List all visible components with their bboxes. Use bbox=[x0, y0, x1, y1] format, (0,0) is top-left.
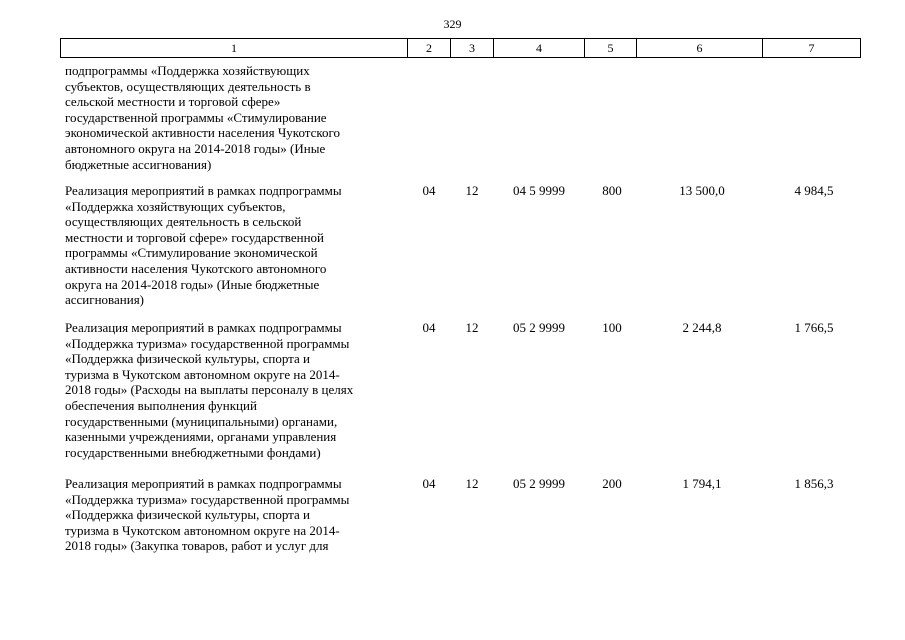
row-amount-actual: 1 856,3 bbox=[794, 476, 834, 491]
column-header-3: 3 bbox=[451, 39, 494, 58]
column-header-5: 5 bbox=[585, 39, 637, 58]
row-description: Реализация мероприятий в рамках подпрограммы «Поддержка туризма» государственной программы «Поддержка физической культуры, спорта и туризма в Чукотском автономном округе на 2014- 2018 годы» (Расходы на выплаты персоналу в целях обеспечения выполнения функций государственными (муниципальными) органами, казенными учреждениями, органами управления государственными внебюджетными фондами) bbox=[65, 320, 354, 460]
row-section: 04 bbox=[422, 183, 436, 198]
row-target-article: 04 5 9999 bbox=[513, 183, 565, 198]
row-amount-plan: 13 500,0 bbox=[679, 183, 725, 198]
row-description: Реализация мероприятий в рамках подпрограммы «Поддержка туризма» государственной программы «Поддержка физической культуры, спорта и туризма в Чукотском автономном округе на 2014- 2018 годы» (Закупка товаров, работ и услуг для bbox=[65, 476, 350, 554]
row-amount-plan: 1 794,1 bbox=[682, 476, 722, 491]
row-expense-type: 800 bbox=[602, 183, 622, 198]
column-header-2: 2 bbox=[408, 39, 451, 58]
column-header-6: 6 bbox=[637, 39, 763, 58]
row-amount-actual: 4 984,5 bbox=[794, 183, 834, 198]
row-section: 04 bbox=[422, 320, 436, 335]
page-number: 329 bbox=[443, 17, 462, 31]
row-expense-type: 200 bbox=[602, 476, 622, 491]
column-header-row bbox=[61, 39, 861, 58]
row-section: 04 bbox=[422, 476, 436, 491]
row-target-article: 05 2 9999 bbox=[513, 476, 565, 491]
row-amount-plan: 2 244,8 bbox=[682, 320, 722, 335]
column-header-table bbox=[60, 38, 861, 58]
row-expense-type: 100 bbox=[602, 320, 622, 335]
row-subsection: 12 bbox=[465, 320, 479, 335]
row-subsection: 12 bbox=[465, 476, 479, 491]
row-description: подпрограммы «Поддержка хозяйствующих субъектов, осуществляющих деятельность в сельской местности и торговой сфере» государственной программы «Стимулирование экономической активности населения Чукотского автономного округа на 2014-2018 годы» (Иные бюджетные ассигнования) bbox=[65, 63, 341, 172]
row-amount-actual: 1 766,5 bbox=[794, 320, 834, 335]
row-target-article: 05 2 9999 bbox=[513, 320, 565, 335]
row-description: Реализация мероприятий в рамках подпрограммы «Поддержка хозяйствующих субъектов, осуществляющих деятельность в сельской местности и торговой сфере» государственной программы «Стимулирование экономической активности населения Чукотского автономного округа на 2014-2018 годы» (Иные бюджетные ассигнования) bbox=[65, 183, 342, 308]
column-header-4: 4 bbox=[494, 39, 585, 58]
row-subsection: 12 bbox=[465, 183, 479, 198]
column-header-7: 7 bbox=[763, 39, 861, 58]
column-header-1: 1 bbox=[61, 39, 408, 58]
